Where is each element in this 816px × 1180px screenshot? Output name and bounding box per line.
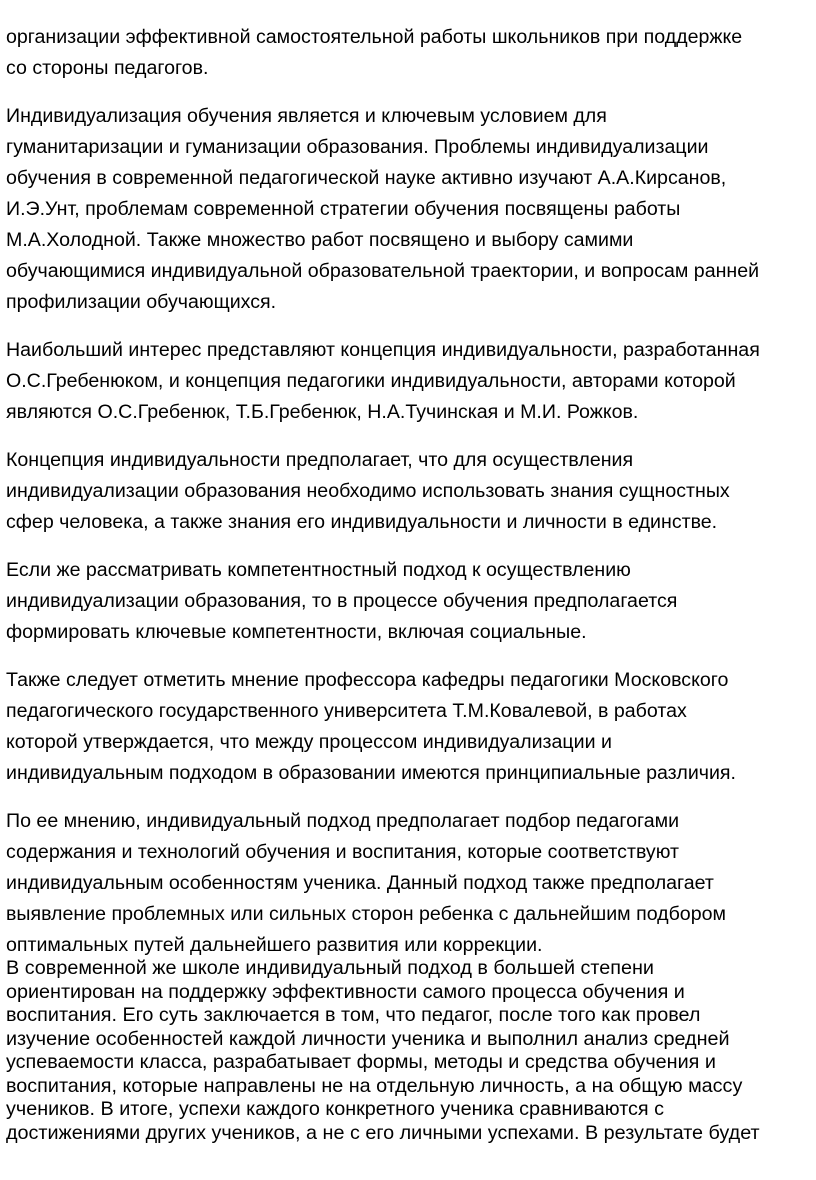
text-line: обучения в современной педагогической науке активно изучают А.А.Кирсанов, <box>6 167 727 189</box>
text-line: М.А.Холодной. Также множество работ посвящено и выбору самими <box>6 229 634 251</box>
text-line: являются О.С.Гребенюк, Т.Б.Гребенюк, Н.А.Тучинская и М.И. Рожков. <box>6 401 639 423</box>
text-line: оптимальных путей дальнейшего развития или коррекции. <box>6 934 543 956</box>
text-line: профилизации обучающихся. <box>6 291 277 313</box>
text-line: Также следует отметить мнение профессора кафедры педагогики Московского <box>6 669 729 691</box>
text-line: Если же рассматривать компетентностный подход к осуществлению <box>6 559 631 581</box>
paragraph-2 <box>6 101 816 318</box>
paragraph-8 <box>6 957 816 1145</box>
paragraph-5 <box>6 555 816 648</box>
text-line: организации эффективной самостоятельной работы школьников при поддержке <box>6 26 743 48</box>
paragraph-6 <box>6 665 816 789</box>
text-line: гуманитаризации и гуманизации образования. Проблемы индивидуализации <box>6 136 709 158</box>
paragraph-4 <box>6 445 816 538</box>
text-line: выявление проблемных или сильных сторон ребенка с дальнейшим подбором <box>6 903 726 925</box>
text-line: воспитания. Его суть заключается в том, что педагог, после того как провел <box>6 1004 701 1026</box>
text-line: воспитания, которые направлены не на отдельную личность, а на общую массу <box>6 1074 743 1097</box>
text-line: Индивидуализация обучения является и ключевым условием для <box>6 105 607 127</box>
text-line: содержания и технологий обучения и воспитания, которые соответствуют <box>6 841 679 863</box>
text-line: ориентирован на поддержку эффективности самого процесса обучения и <box>6 980 685 1003</box>
paragraph-3 <box>6 335 816 428</box>
text-line: формировать ключевые компетентности, включая социальные. <box>6 621 587 643</box>
text-line: сфер человека, а также знания его индивидуальности и личности в единстве. <box>6 511 718 533</box>
paragraph-1 <box>6 22 816 84</box>
text-line: И.Э.Унт, проблемам современной стратегии обучения посвящены работы <box>6 198 681 220</box>
text-line: В современной же школе индивидуальный подход в большей степени <box>6 957 654 979</box>
text-line: учеников. В итоге, успехи каждого конкретного ученика сравниваются с <box>6 1098 665 1120</box>
text-line: Наибольший интерес представляют концепция индивидуальности, разработанная <box>6 339 760 361</box>
text-line: со стороны педагогов. <box>6 57 209 79</box>
text-line: индивидуальным особенностям ученика. Данный подход также предполагает <box>6 872 714 894</box>
text-line: педагогического государственного университета Т.М.Ковалевой, в работах <box>6 700 687 722</box>
paragraph-7 <box>6 806 816 961</box>
text-line: обучающимися индивидуальной образовательной траектории, и вопросам ранней <box>6 260 760 282</box>
text-line: По ее мнению, индивидуальный подход предполагает подбор педагогами <box>6 810 680 832</box>
text-line: О.С.Гребенюком, и концепция педагогики индивидуальности, авторами которой <box>6 370 736 392</box>
text-line: индивидуализации образования, то в процессе обучения предполагается <box>6 590 678 612</box>
text-line: которой утверждается, что между процессом индивидуализации и <box>6 731 612 753</box>
text-line: успеваемости класса, разрабатывает формы, методы и средства обучения и <box>6 1051 716 1073</box>
text-line: индивидуализации образования необходимо использовать знания сущностных <box>6 480 730 502</box>
text-line: Концепция индивидуальности предполагает, что для осуществления <box>6 449 634 471</box>
text-line: изучение особенностей каждой личности ученика и выполнил анализ средней <box>6 1027 730 1050</box>
text-line: индивидуальным подходом в образовании имеются принципиальные различия. <box>6 762 736 784</box>
text-line: достижениями других учеников, а не с его личными успехами. В результате будет <box>6 1121 760 1144</box>
